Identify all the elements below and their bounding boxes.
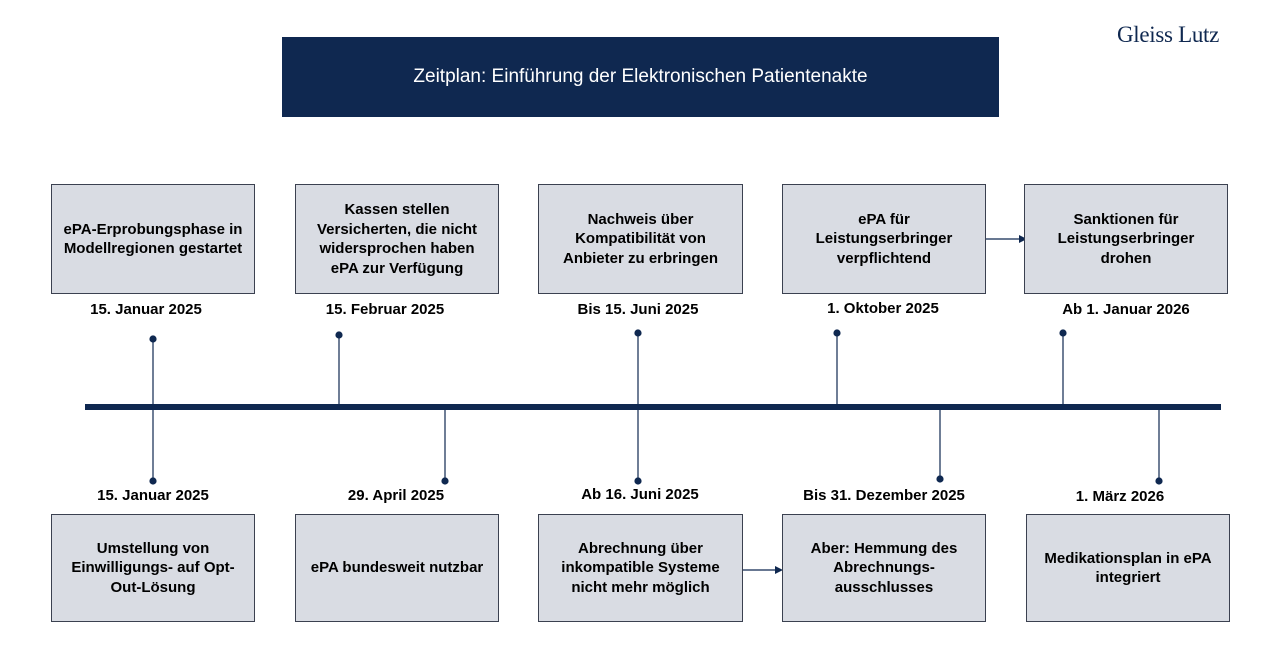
marker-bottom-1 xyxy=(149,477,156,484)
page-title: Zeitplan: Einführung der Elektronischen Patientenakte xyxy=(282,37,999,117)
marker-top-5 xyxy=(1059,329,1066,336)
event-box-bottom-2: ePA bundesweit nutzbar xyxy=(295,514,499,622)
marker-bottom-3 xyxy=(634,477,641,484)
event-box-top-3: Nachweis über Kompatibilität von Anbieter zu erbringen xyxy=(538,184,743,294)
event-box-top-1: ePA-Erprobungsphase in Modellregionen gestartet xyxy=(51,184,255,294)
event-box-bottom-5: Medikationsplan in ePA integriert xyxy=(1026,514,1230,622)
marker-bottom-2 xyxy=(441,477,448,484)
marker-top-1 xyxy=(149,335,156,342)
event-box-bottom-1: Umstellung von Einwilligungs- auf Opt-Out-Lösung xyxy=(51,514,255,622)
event-date-top-5: Ab 1. Januar 2026 xyxy=(1062,301,1190,318)
event-date-bottom-1: 15. Januar 2025 xyxy=(97,487,209,504)
event-date-bottom-4: Bis 31. Dezember 2025 xyxy=(803,487,965,504)
event-date-top-3: Bis 15. Juni 2025 xyxy=(577,301,699,318)
marker-top-4 xyxy=(833,329,840,336)
event-box-top-5: Sanktionen für Leistungserbringer drohen xyxy=(1024,184,1228,294)
event-box-top-4: ePA für Leistungserbringer verpflichtend xyxy=(782,184,986,294)
marker-bottom-5 xyxy=(1155,477,1162,484)
event-date-top-4: 1. Oktober 2025 xyxy=(827,300,939,317)
event-box-top-2: Kassen stellen Versicherten, die nicht widersprochen haben ePA zur Verfügung xyxy=(295,184,499,294)
event-box-bottom-3: Abrechnung über inkompatible Systeme nicht mehr möglich xyxy=(538,514,743,622)
marker-bottom-4 xyxy=(936,475,943,482)
logo: Gleiss Lutz xyxy=(1116,22,1220,47)
event-date-bottom-5: 1. März 2026 xyxy=(1075,488,1165,505)
event-date-top-1: 15. Januar 2025 xyxy=(90,301,202,318)
marker-top-3 xyxy=(634,329,641,336)
event-date-bottom-3: Ab 16. Juni 2025 xyxy=(581,486,699,503)
event-date-top-2: 15. Februar 2025 xyxy=(325,301,445,318)
event-date-bottom-2: 29. April 2025 xyxy=(347,487,445,504)
event-box-bottom-4: Aber: Hemmung des Abrechnungs-ausschlusses xyxy=(782,514,986,622)
marker-top-2 xyxy=(335,331,342,338)
